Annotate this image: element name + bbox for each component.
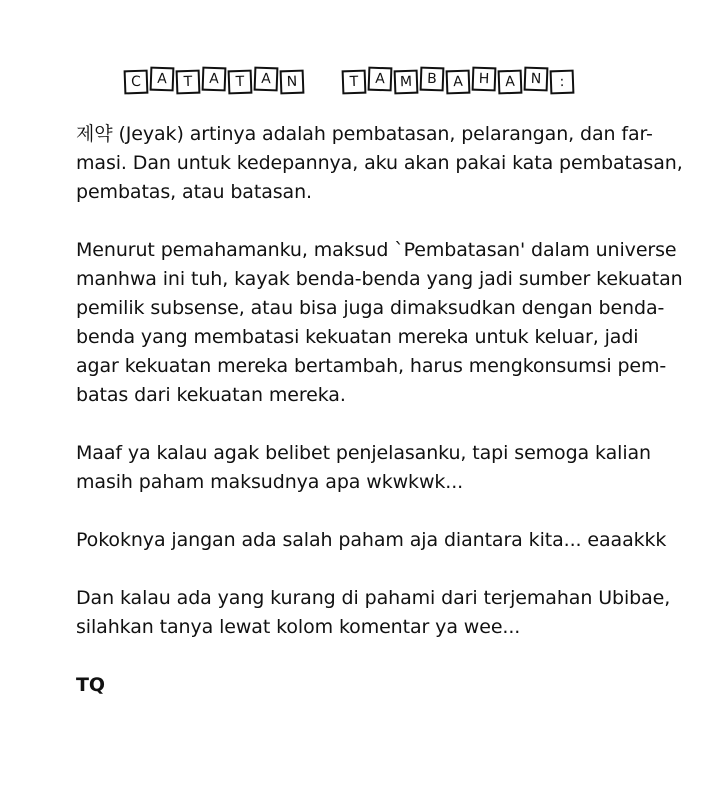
paragraph-apology (76, 439, 676, 497)
paragraph-joke (76, 526, 676, 555)
text-line: masi. Dan untuk kedepannya, aku akan pakai kata pembatasan, (76, 152, 683, 174)
title-letter-tile: B (420, 67, 445, 92)
title-letter-tile: A (498, 70, 523, 95)
text-line: masih paham maksudnya apa wkwkwk... (76, 471, 464, 493)
title-letter-tile: A (446, 70, 471, 95)
text-line: Maaf ya kalau agak belibet penjelasanku, tapi semoga kalian (76, 442, 651, 464)
title-letter-tile: M (394, 70, 419, 95)
title-letter-tile: C (124, 70, 149, 95)
text-line: pembatas, atau batasan. (76, 181, 312, 203)
title-letter-tile: N (524, 67, 549, 92)
paragraph-definition (76, 120, 683, 207)
paragraph-explanation (76, 236, 683, 410)
text-line: silahkan tanya lewat kolom komentar ya wee... (76, 616, 521, 638)
title-letter-tile: H (472, 67, 497, 92)
text-line: Pokoknya jangan ada salah paham aja diantara kita... eaaakkk (76, 529, 667, 551)
page-title (124, 68, 594, 98)
text-line: batas dari kekuatan mereka. (76, 384, 346, 406)
paragraph-comments (76, 584, 676, 642)
title-letter-tile: T (228, 70, 253, 95)
text-line: manhwa ini tuh, kayak benda-benda yang jadi sumber kekuatan (76, 268, 683, 290)
title-letter-tile: A (150, 67, 175, 92)
text-line: agar kekuatan mereka bertambah, harus mengkonsumsi pem- (76, 355, 667, 377)
title-word-tambahan (342, 68, 574, 92)
title-letter-tile: A (368, 67, 393, 92)
title-letter-tile: N (280, 70, 305, 95)
text-line: 제약 (Jeyak) artinya adalah pembatasan, pelarangan, dan far- (76, 123, 653, 145)
text-line: Menurut pemahamanku, maksud `Pembatasan' dalam universe (76, 239, 677, 261)
note-body (76, 120, 683, 700)
title-letter-tile: T (342, 70, 367, 95)
text-line: Dan kalau ada yang kurang di pahami dari terjemahan Ubibae, (76, 587, 671, 609)
text-line: pemilik subsense, atau bisa juga dimaksudkan dengan benda- (76, 297, 665, 319)
signature: TQ (76, 674, 105, 696)
title-word-catatan (124, 68, 304, 92)
title-letter-tile: A (254, 67, 279, 92)
title-letter-tile: T (176, 70, 201, 95)
text-line: benda yang membatasi kekuatan mereka untuk keluar, jadi (76, 326, 639, 348)
title-letter-tile: : (550, 70, 575, 95)
title-letter-tile: A (202, 67, 227, 92)
